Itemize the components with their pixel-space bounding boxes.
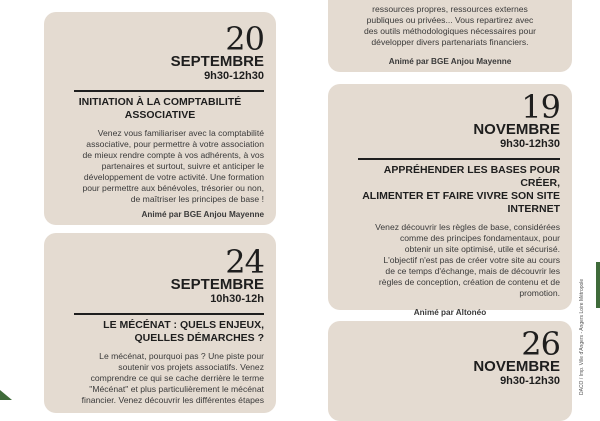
description-line: comprendre ce qui se cache derrière le terme — [90, 372, 264, 383]
event-hours: 9h30-12h30 — [204, 70, 264, 82]
event-card-20-septembre — [44, 12, 276, 225]
event-date — [44, 233, 276, 306]
description-line: de mieux rendre compte à vos adhérents, à vos — [82, 149, 264, 160]
description-line: développement de votre activité. Une formation — [83, 171, 264, 182]
title-line: ASSOCIATIVE — [124, 108, 196, 121]
event-title — [328, 164, 572, 216]
description-line: financier. Venez découvrir les différentes étapes — [81, 394, 264, 405]
description-line: L'objectif n'est pas de créer votre site au cours — [383, 254, 560, 265]
event-card-19-novembre — [328, 84, 572, 317]
event-card-24-septembre — [44, 233, 276, 413]
event-day: 24 — [225, 243, 264, 281]
description-line: de maîtriser les principes de base ! — [130, 193, 264, 204]
description-line: de ce temps d'échange, mais de découvrir les — [385, 265, 560, 276]
description-line: publiques ou privées... Vous repartirez avec — [366, 15, 534, 25]
event-title — [44, 319, 276, 345]
event-title — [44, 96, 276, 122]
green-side-decoration — [596, 262, 600, 308]
title-line: QUELLES DÉMARCHES ? — [134, 331, 264, 344]
description-line: Venez vous familiariser avec la comptabilité — [97, 127, 264, 138]
event-hours: 9h30-12h30 — [500, 138, 560, 150]
event-description — [328, 0, 572, 48]
event-date — [328, 84, 572, 151]
title-line: INITIATION À LA COMPTABILITÉ — [78, 95, 242, 108]
event-day: 20 — [225, 20, 264, 58]
event-animator: Animé par BGE Anjou Mayenne — [141, 209, 264, 219]
title-line: APPRÉHENDER LES BASES POUR CRÉER, — [383, 163, 560, 189]
event-description — [44, 345, 276, 406]
description-line: obtenir un site optimisé, utile et sécurisé. — [404, 243, 560, 254]
divider — [74, 90, 264, 92]
description-line: associative, pour permettre à votre association — [86, 138, 264, 149]
event-animator: Animé par Altonéo — [413, 307, 487, 317]
green-corner-decoration — [0, 390, 12, 400]
title-line: INTERNET — [507, 202, 560, 215]
divider — [358, 158, 560, 160]
description-line: Le mécénat, pourquoi pas ? Une piste pour — [99, 350, 264, 361]
event-animator: Animé par BGE Anjou Mayenne — [388, 57, 512, 66]
description-line: règles de conception, création de contenu et de — [378, 276, 560, 287]
side-credit: DACO / Imp. Ville d'Angers - Angers Loire Métropole — [579, 278, 585, 395]
description-line: comme des principes fondamentaux, pour — [399, 232, 560, 243]
divider — [74, 313, 264, 315]
event-description — [328, 216, 572, 299]
event-card-26-novembre — [328, 321, 572, 421]
event-month: SEPTEMBRE — [170, 276, 264, 293]
description-line: Venez découvrir les règles de base, considérées — [375, 221, 560, 232]
description-line: pour permettre aux bénévoles, trésorier ou non, — [82, 182, 264, 193]
event-date — [328, 321, 572, 388]
event-description — [44, 122, 276, 205]
event-month: NOVEMBRE — [473, 358, 560, 375]
event-month: NOVEMBRE — [473, 121, 560, 138]
description-line: "Mécénat" et plus particulièrement le mécénat — [89, 383, 264, 394]
description-line: partenaires et surtout, suivre et anticiper le — [101, 160, 264, 171]
event-month: SEPTEMBRE — [170, 53, 264, 70]
event-date — [44, 12, 276, 83]
title-line: ALIMENTER ET FAIRE VIVRE SON SITE — [362, 189, 560, 202]
event-day: 19 — [521, 88, 560, 126]
description-line: ressources propres, ressources externes — [372, 4, 528, 14]
event-hours: 10h30-12h — [210, 293, 264, 305]
description-line: développer divers partenariats financiers. — [371, 37, 529, 47]
event-day: 26 — [521, 325, 560, 363]
event-card-partial-top — [328, 0, 572, 72]
description-line: soutenir vos projets associatifs. Venez — [118, 361, 264, 372]
description-line: des outils méthodologiques nécessaires pour — [364, 26, 536, 36]
event-hours: 9h30-12h30 — [500, 375, 560, 387]
title-line: LE MÉCÉNAT : QUELS ENJEUX, — [103, 318, 264, 331]
description-line: promotion. — [519, 287, 560, 298]
